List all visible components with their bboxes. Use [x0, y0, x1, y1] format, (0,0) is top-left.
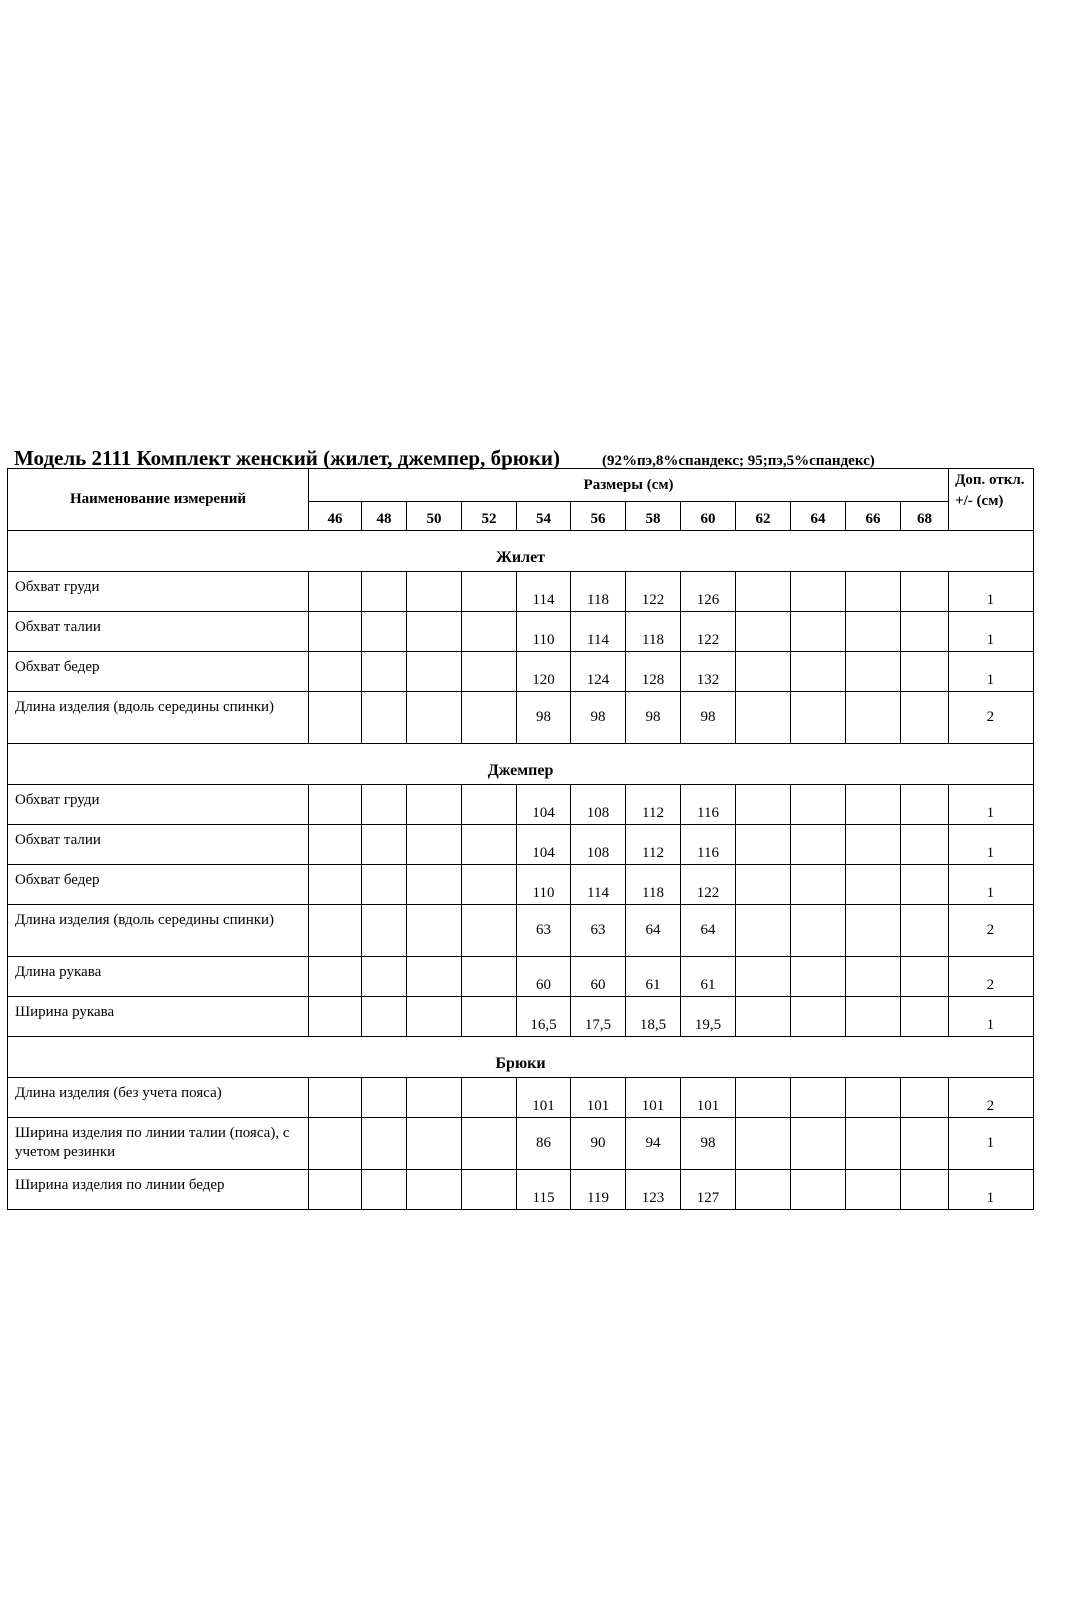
- empty-cell: [736, 997, 791, 1037]
- table-row: [8, 997, 1034, 1037]
- empty-cell: [362, 1078, 407, 1118]
- empty-cell: [462, 692, 517, 744]
- measure-name: Длина рукава: [8, 957, 309, 997]
- tolerance-value: 1: [949, 1118, 1034, 1170]
- empty-cell: [846, 957, 901, 997]
- empty-cell: [462, 825, 517, 865]
- measure-value: 122: [681, 865, 736, 905]
- empty-cell: [846, 692, 901, 744]
- measure-value: 120: [517, 652, 571, 692]
- measure-value: 61: [626, 957, 681, 997]
- section-row: [8, 531, 1034, 572]
- table-row: [8, 785, 1034, 825]
- empty-cell: [407, 1170, 462, 1210]
- measure-value: 98: [571, 692, 626, 744]
- measure-value: 63: [571, 905, 626, 957]
- measure-value: 132: [681, 652, 736, 692]
- empty-cell: [309, 1078, 362, 1118]
- measure-value: 94: [626, 1118, 681, 1170]
- size-header-cell: 64: [791, 502, 846, 531]
- size-header-cell: 46: [309, 502, 362, 531]
- size-header-cell: 68: [901, 502, 949, 531]
- empty-cell: [407, 612, 462, 652]
- measure-name: Длина изделия (вдоль середины спинки): [8, 692, 309, 744]
- measure-value: 19,5: [681, 997, 736, 1037]
- empty-cell: [901, 785, 949, 825]
- empty-cell: [901, 957, 949, 997]
- measure-name: Ширина изделия по линии талии (пояса), с учетом резинки: [8, 1118, 309, 1170]
- measure-value: 101: [517, 1078, 571, 1118]
- measure-value: 98: [626, 692, 681, 744]
- empty-cell: [407, 692, 462, 744]
- measure-name: Обхват груди: [8, 572, 309, 612]
- empty-cell: [846, 612, 901, 652]
- empty-cell: [901, 692, 949, 744]
- empty-cell: [791, 1078, 846, 1118]
- empty-cell: [309, 825, 362, 865]
- measure-name: Ширина рукава: [8, 997, 309, 1037]
- empty-cell: [846, 997, 901, 1037]
- measure-value: 16,5: [517, 997, 571, 1037]
- empty-cell: [462, 1170, 517, 1210]
- empty-cell: [362, 997, 407, 1037]
- measure-value: 116: [681, 785, 736, 825]
- measure-value: 18,5: [626, 997, 681, 1037]
- empty-cell: [309, 865, 362, 905]
- empty-cell: [846, 652, 901, 692]
- empty-cell: [791, 1118, 846, 1170]
- empty-cell: [846, 865, 901, 905]
- measure-name: Обхват талии: [8, 825, 309, 865]
- page-title: Модель 2111 Комплект женский (жилет, джемпер, брюки): [14, 446, 561, 470]
- measure-name: Ширина изделия по линии бедер: [8, 1170, 309, 1210]
- empty-cell: [736, 612, 791, 652]
- empty-cell: [309, 612, 362, 652]
- fabric-composition: (92%пэ,8%спандекс; 95;пэ,5%спандекс): [602, 453, 875, 469]
- empty-cell: [846, 1078, 901, 1118]
- measure-value: 64: [626, 905, 681, 957]
- measure-value: 114: [571, 612, 626, 652]
- empty-cell: [846, 825, 901, 865]
- measure-value: 17,5: [571, 997, 626, 1037]
- empty-cell: [901, 865, 949, 905]
- empty-cell: [791, 865, 846, 905]
- empty-cell: [362, 1170, 407, 1210]
- empty-cell: [362, 785, 407, 825]
- measure-value: 116: [681, 825, 736, 865]
- empty-cell: [407, 865, 462, 905]
- empty-cell: [462, 785, 517, 825]
- measure-value: 118: [626, 612, 681, 652]
- empty-cell: [846, 1118, 901, 1170]
- measure-name: Обхват бедер: [8, 865, 309, 905]
- empty-cell: [309, 692, 362, 744]
- measure-value: 118: [626, 865, 681, 905]
- empty-cell: [791, 652, 846, 692]
- empty-cell: [407, 825, 462, 865]
- size-chart-table: [7, 468, 1034, 1210]
- empty-cell: [736, 785, 791, 825]
- empty-cell: [462, 957, 517, 997]
- measure-value: 101: [571, 1078, 626, 1118]
- size-header-cell: 50: [407, 502, 462, 531]
- measure-value: 108: [571, 785, 626, 825]
- empty-cell: [791, 572, 846, 612]
- empty-cell: [901, 825, 949, 865]
- table-row: [8, 905, 1034, 957]
- empty-cell: [362, 652, 407, 692]
- empty-cell: [901, 905, 949, 957]
- empty-cell: [362, 865, 407, 905]
- measure-value: 112: [626, 785, 681, 825]
- empty-cell: [736, 1078, 791, 1118]
- section-row: [8, 1037, 1034, 1078]
- empty-cell: [407, 785, 462, 825]
- measure-name: Обхват бедер: [8, 652, 309, 692]
- empty-cell: [362, 612, 407, 652]
- measure-value: 123: [626, 1170, 681, 1210]
- empty-cell: [846, 572, 901, 612]
- tolerance-value: 1: [949, 652, 1034, 692]
- empty-cell: [901, 1078, 949, 1118]
- table-row: [8, 1170, 1034, 1210]
- empty-cell: [846, 1170, 901, 1210]
- empty-cell: [901, 652, 949, 692]
- measure-value: 108: [571, 825, 626, 865]
- empty-cell: [309, 1170, 362, 1210]
- tolerance-value: 2: [949, 905, 1034, 957]
- sizes-header: Размеры (см): [309, 469, 949, 502]
- table-row: [8, 865, 1034, 905]
- measure-value: 122: [681, 612, 736, 652]
- tolerance-value: 1: [949, 825, 1034, 865]
- empty-cell: [791, 957, 846, 997]
- tolerance-value: 1: [949, 572, 1034, 612]
- measure-value: 110: [517, 865, 571, 905]
- measure-value: 64: [681, 905, 736, 957]
- empty-cell: [736, 865, 791, 905]
- empty-cell: [462, 612, 517, 652]
- size-header-cell: 58: [626, 502, 681, 531]
- measure-value: 122: [626, 572, 681, 612]
- measure-name: Длина изделия (без учета пояса): [8, 1078, 309, 1118]
- size-header-cell: 62: [736, 502, 791, 531]
- empty-cell: [309, 997, 362, 1037]
- empty-cell: [407, 905, 462, 957]
- empty-cell: [309, 785, 362, 825]
- size-header-cell: 56: [571, 502, 626, 531]
- empty-cell: [846, 905, 901, 957]
- empty-cell: [462, 865, 517, 905]
- empty-cell: [901, 1170, 949, 1210]
- empty-cell: [362, 572, 407, 612]
- empty-cell: [309, 957, 362, 997]
- measure-value: 60: [517, 957, 571, 997]
- empty-cell: [736, 957, 791, 997]
- measure-value: 98: [517, 692, 571, 744]
- empty-cell: [309, 652, 362, 692]
- measure-value: 127: [681, 1170, 736, 1210]
- table-row: [8, 825, 1034, 865]
- section-title: Джемпер: [8, 744, 1034, 785]
- section-title: Брюки: [8, 1037, 1034, 1078]
- empty-cell: [791, 692, 846, 744]
- size-header-cell: 66: [846, 502, 901, 531]
- empty-cell: [407, 572, 462, 612]
- section-title: Жилет: [8, 531, 1034, 572]
- empty-cell: [791, 825, 846, 865]
- empty-cell: [736, 692, 791, 744]
- measure-value: 114: [571, 865, 626, 905]
- size-header-cell: 54: [517, 502, 571, 531]
- empty-cell: [736, 825, 791, 865]
- empty-cell: [362, 692, 407, 744]
- table-body: [8, 531, 1034, 1210]
- empty-cell: [791, 905, 846, 957]
- measure-value: 90: [571, 1118, 626, 1170]
- empty-cell: [791, 785, 846, 825]
- measure-value: 110: [517, 612, 571, 652]
- empty-cell: [407, 1078, 462, 1118]
- empty-cell: [736, 905, 791, 957]
- measure-value: 104: [517, 785, 571, 825]
- empty-cell: [309, 905, 362, 957]
- empty-cell: [407, 957, 462, 997]
- tolerance-value: 2: [949, 1078, 1034, 1118]
- measure-value: 128: [626, 652, 681, 692]
- tolerance-header: Доп. откл. +/- (см): [949, 469, 1034, 531]
- measure-value: 115: [517, 1170, 571, 1210]
- empty-cell: [309, 572, 362, 612]
- table-row: [8, 572, 1034, 612]
- measure-value: 98: [681, 1118, 736, 1170]
- measure-value: 60: [571, 957, 626, 997]
- empty-cell: [736, 1170, 791, 1210]
- measure-value: 63: [517, 905, 571, 957]
- empty-cell: [791, 1170, 846, 1210]
- empty-cell: [362, 905, 407, 957]
- tolerance-value: 2: [949, 692, 1034, 744]
- measure-value: 98: [681, 692, 736, 744]
- measure-name-header: Наименование измерений: [8, 469, 309, 531]
- size-header-cell: 48: [362, 502, 407, 531]
- measure-name: Длина изделия (вдоль середины спинки): [8, 905, 309, 957]
- measure-value: 124: [571, 652, 626, 692]
- empty-cell: [462, 905, 517, 957]
- empty-cell: [362, 825, 407, 865]
- tolerance-value: 1: [949, 612, 1034, 652]
- empty-cell: [901, 1118, 949, 1170]
- tolerance-value: 1: [949, 1170, 1034, 1210]
- tolerance-value: 1: [949, 997, 1034, 1037]
- tolerance-value: 1: [949, 785, 1034, 825]
- measure-value: 126: [681, 572, 736, 612]
- empty-cell: [362, 1118, 407, 1170]
- tolerance-value: 1: [949, 865, 1034, 905]
- measure-value: 101: [681, 1078, 736, 1118]
- empty-cell: [901, 997, 949, 1037]
- size-header-cell: 52: [462, 502, 517, 531]
- table-row: [8, 612, 1034, 652]
- empty-cell: [736, 572, 791, 612]
- table-row: [8, 652, 1034, 692]
- measure-value: 104: [517, 825, 571, 865]
- empty-cell: [736, 652, 791, 692]
- empty-cell: [462, 572, 517, 612]
- measure-name: Обхват груди: [8, 785, 309, 825]
- table-row: [8, 957, 1034, 997]
- measure-value: 119: [571, 1170, 626, 1210]
- empty-cell: [309, 1118, 362, 1170]
- empty-cell: [407, 997, 462, 1037]
- measure-value: 118: [571, 572, 626, 612]
- empty-cell: [901, 612, 949, 652]
- empty-cell: [736, 1118, 791, 1170]
- empty-cell: [846, 785, 901, 825]
- section-row: [8, 744, 1034, 785]
- measure-value: 101: [626, 1078, 681, 1118]
- empty-cell: [791, 612, 846, 652]
- empty-cell: [462, 1078, 517, 1118]
- empty-cell: [462, 1118, 517, 1170]
- table-row: [8, 1118, 1034, 1170]
- size-header-cell: 60: [681, 502, 736, 531]
- measure-value: 86: [517, 1118, 571, 1170]
- measure-value: 112: [626, 825, 681, 865]
- tolerance-value: 2: [949, 957, 1034, 997]
- table-row: [8, 692, 1034, 744]
- measure-value: 114: [517, 572, 571, 612]
- empty-cell: [901, 572, 949, 612]
- empty-cell: [462, 997, 517, 1037]
- empty-cell: [462, 652, 517, 692]
- measure-value: 61: [681, 957, 736, 997]
- empty-cell: [407, 1118, 462, 1170]
- empty-cell: [407, 652, 462, 692]
- measure-name: Обхват талии: [8, 612, 309, 652]
- table-row: [8, 1078, 1034, 1118]
- empty-cell: [791, 997, 846, 1037]
- empty-cell: [362, 957, 407, 997]
